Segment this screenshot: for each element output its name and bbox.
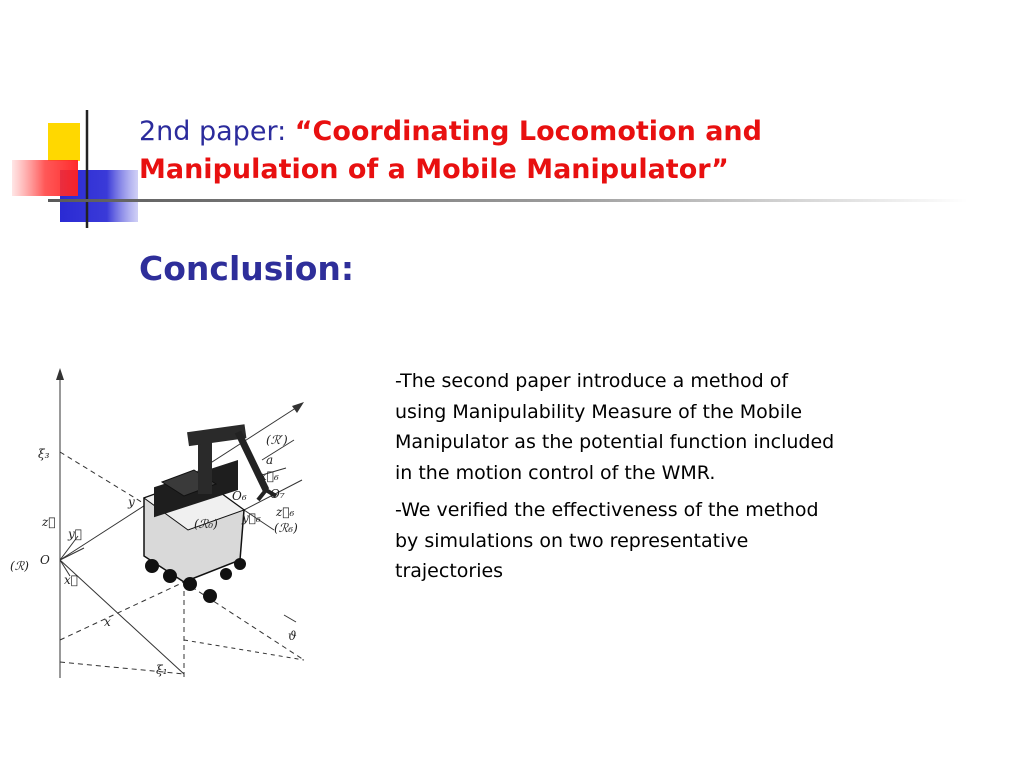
conclusion-paragraph-2: -We verified the effectiveness of the method by simulations on two representative trajectories (395, 499, 819, 582)
label-frame-r0: (ℛ₀) (194, 517, 218, 531)
label-o7: O₇ (270, 487, 285, 501)
label-xi3: ξ₃ (38, 447, 50, 461)
yellow-block (48, 123, 80, 161)
title-prefix: 2nd paper: (139, 116, 295, 147)
label-frame-r-prime: (ℛ′) (266, 433, 288, 447)
slide-title (139, 113, 939, 189)
label-z6: z⃗₆ (276, 505, 295, 519)
conclusion-heading: Conclusion: (139, 249, 355, 288)
title-underline (48, 199, 968, 202)
label-y6: y⃗₆ (242, 511, 261, 525)
mobile-manipulator-figure (4, 360, 320, 690)
paper-title-line1: “Coordinating Locomotion and (294, 116, 762, 147)
label-origin: O (40, 553, 50, 567)
paper-title-line2: Manipulation of a Mobile Manipulator” (139, 154, 729, 185)
decorative-corner-blocks (0, 0, 160, 240)
conclusion-body (395, 366, 845, 594)
label-x: x (104, 615, 111, 629)
label-z-vec: z⃗ (42, 515, 56, 529)
label-y-vec: y⃗ (68, 527, 82, 541)
label-xi1: ξ₁ (156, 663, 168, 677)
label-a: a (266, 453, 274, 467)
label-o6: O₆ (232, 489, 247, 503)
red-block (12, 160, 78, 196)
label-x-vec: x⃗ (64, 573, 78, 587)
label-theta: ϑ (288, 629, 297, 643)
conclusion-paragraph-1: -The second paper introduce a method of using Manipulability Measure of the Mobile Manipulator as the potential function included in the motion control of the WMR. (395, 370, 835, 484)
label-y: y (128, 495, 135, 509)
label-frame-r: (ℛ) (10, 559, 29, 573)
label-frame-r6: (ℛ₆) (274, 521, 298, 535)
label-x6: x⃗₆ (260, 469, 279, 483)
